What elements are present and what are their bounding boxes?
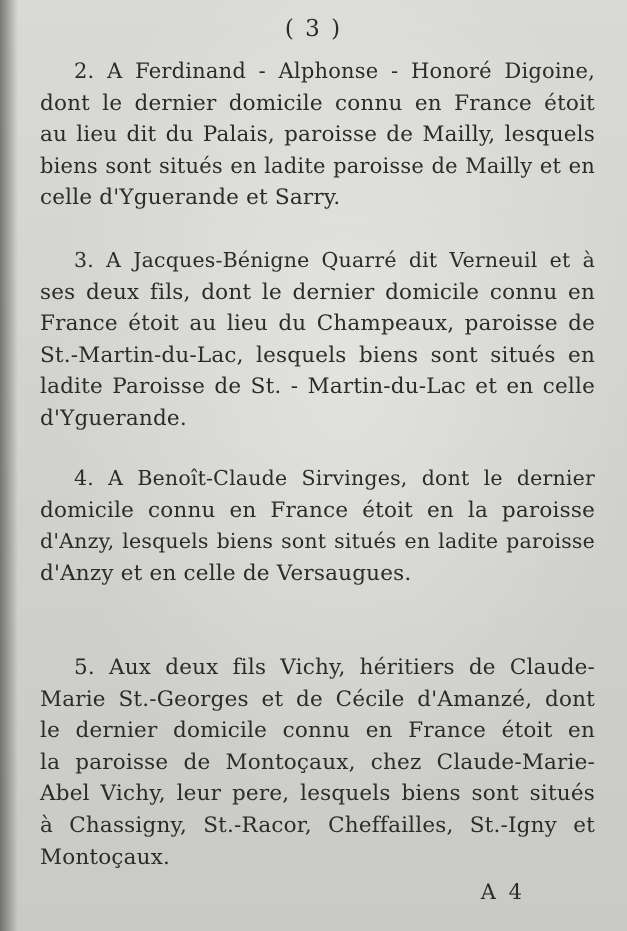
entry-line: 2. A Ferdinand - Alphonse - Honoré Digoine,: [74, 59, 595, 83]
entry-line: d'Anzy, lesquels biens sont situés en ladite paroisse: [40, 529, 595, 554]
entry-line: celle d'Yguerande et Sarry.: [40, 185, 341, 211]
entry-line: 5. Aux deux fils Vichy, héritiers de Claude-: [74, 655, 595, 680]
entry-line: biens sont situés en ladite paroisse de Mailly et en: [40, 153, 595, 178]
entry-line: 3. A Jacques-Bénigne Quarré dit Verneuil et à: [74, 248, 595, 272]
entry-line: d'Anzy et en celle de Versaugues.: [40, 560, 412, 586]
entry-paragraph-2: [40, 56, 595, 214]
entry-paragraph-5: [40, 652, 595, 873]
entry-line: Marie St.-Georges et de Cécile d'Amanzé, dont: [40, 686, 595, 712]
entry-line: d'Yguerande.: [40, 405, 187, 431]
entry-line: le dernier domicile connu en France étoit en: [40, 718, 595, 744]
entry-line: dont le dernier domicile connu en France étoit: [40, 90, 595, 116]
entry-line: au lieu dit du Palais, paroisse de Mailly, lesquels: [40, 122, 595, 148]
signature-mark: A 4: [480, 880, 525, 904]
entry-line: domicile connu en France étoit en la paroisse: [40, 497, 595, 523]
entry-paragraph-3: [40, 245, 595, 435]
entry-line: Abel Vichy, leur pere, lesquels biens sont situés: [40, 781, 595, 807]
entry-line: St.-Martin-du-Lac, lesquels biens sont situés en: [40, 342, 595, 368]
entry-line: 4. A Benoît-Claude Sirvinges, dont le dernier: [74, 466, 595, 490]
entry-line: à Chassigny, St.-Racor, Cheffailles, St.-Igny et: [40, 812, 595, 838]
entry-line: France étoit au lieu du Champeaux, paroisse de: [40, 311, 595, 337]
entry-line: Montoçaux.: [40, 844, 171, 870]
entry-paragraph-4: [40, 463, 595, 589]
entry-line: ses deux fils, dont le dernier domicile connu en: [40, 279, 595, 305]
entry-line: la paroisse de Montoçaux, chez Claude-Marie-: [40, 749, 595, 775]
page-number: ( 3 ): [284, 16, 343, 42]
entry-line: ladite Paroisse de St. - Martin-du-Lac et en celle: [40, 374, 595, 400]
